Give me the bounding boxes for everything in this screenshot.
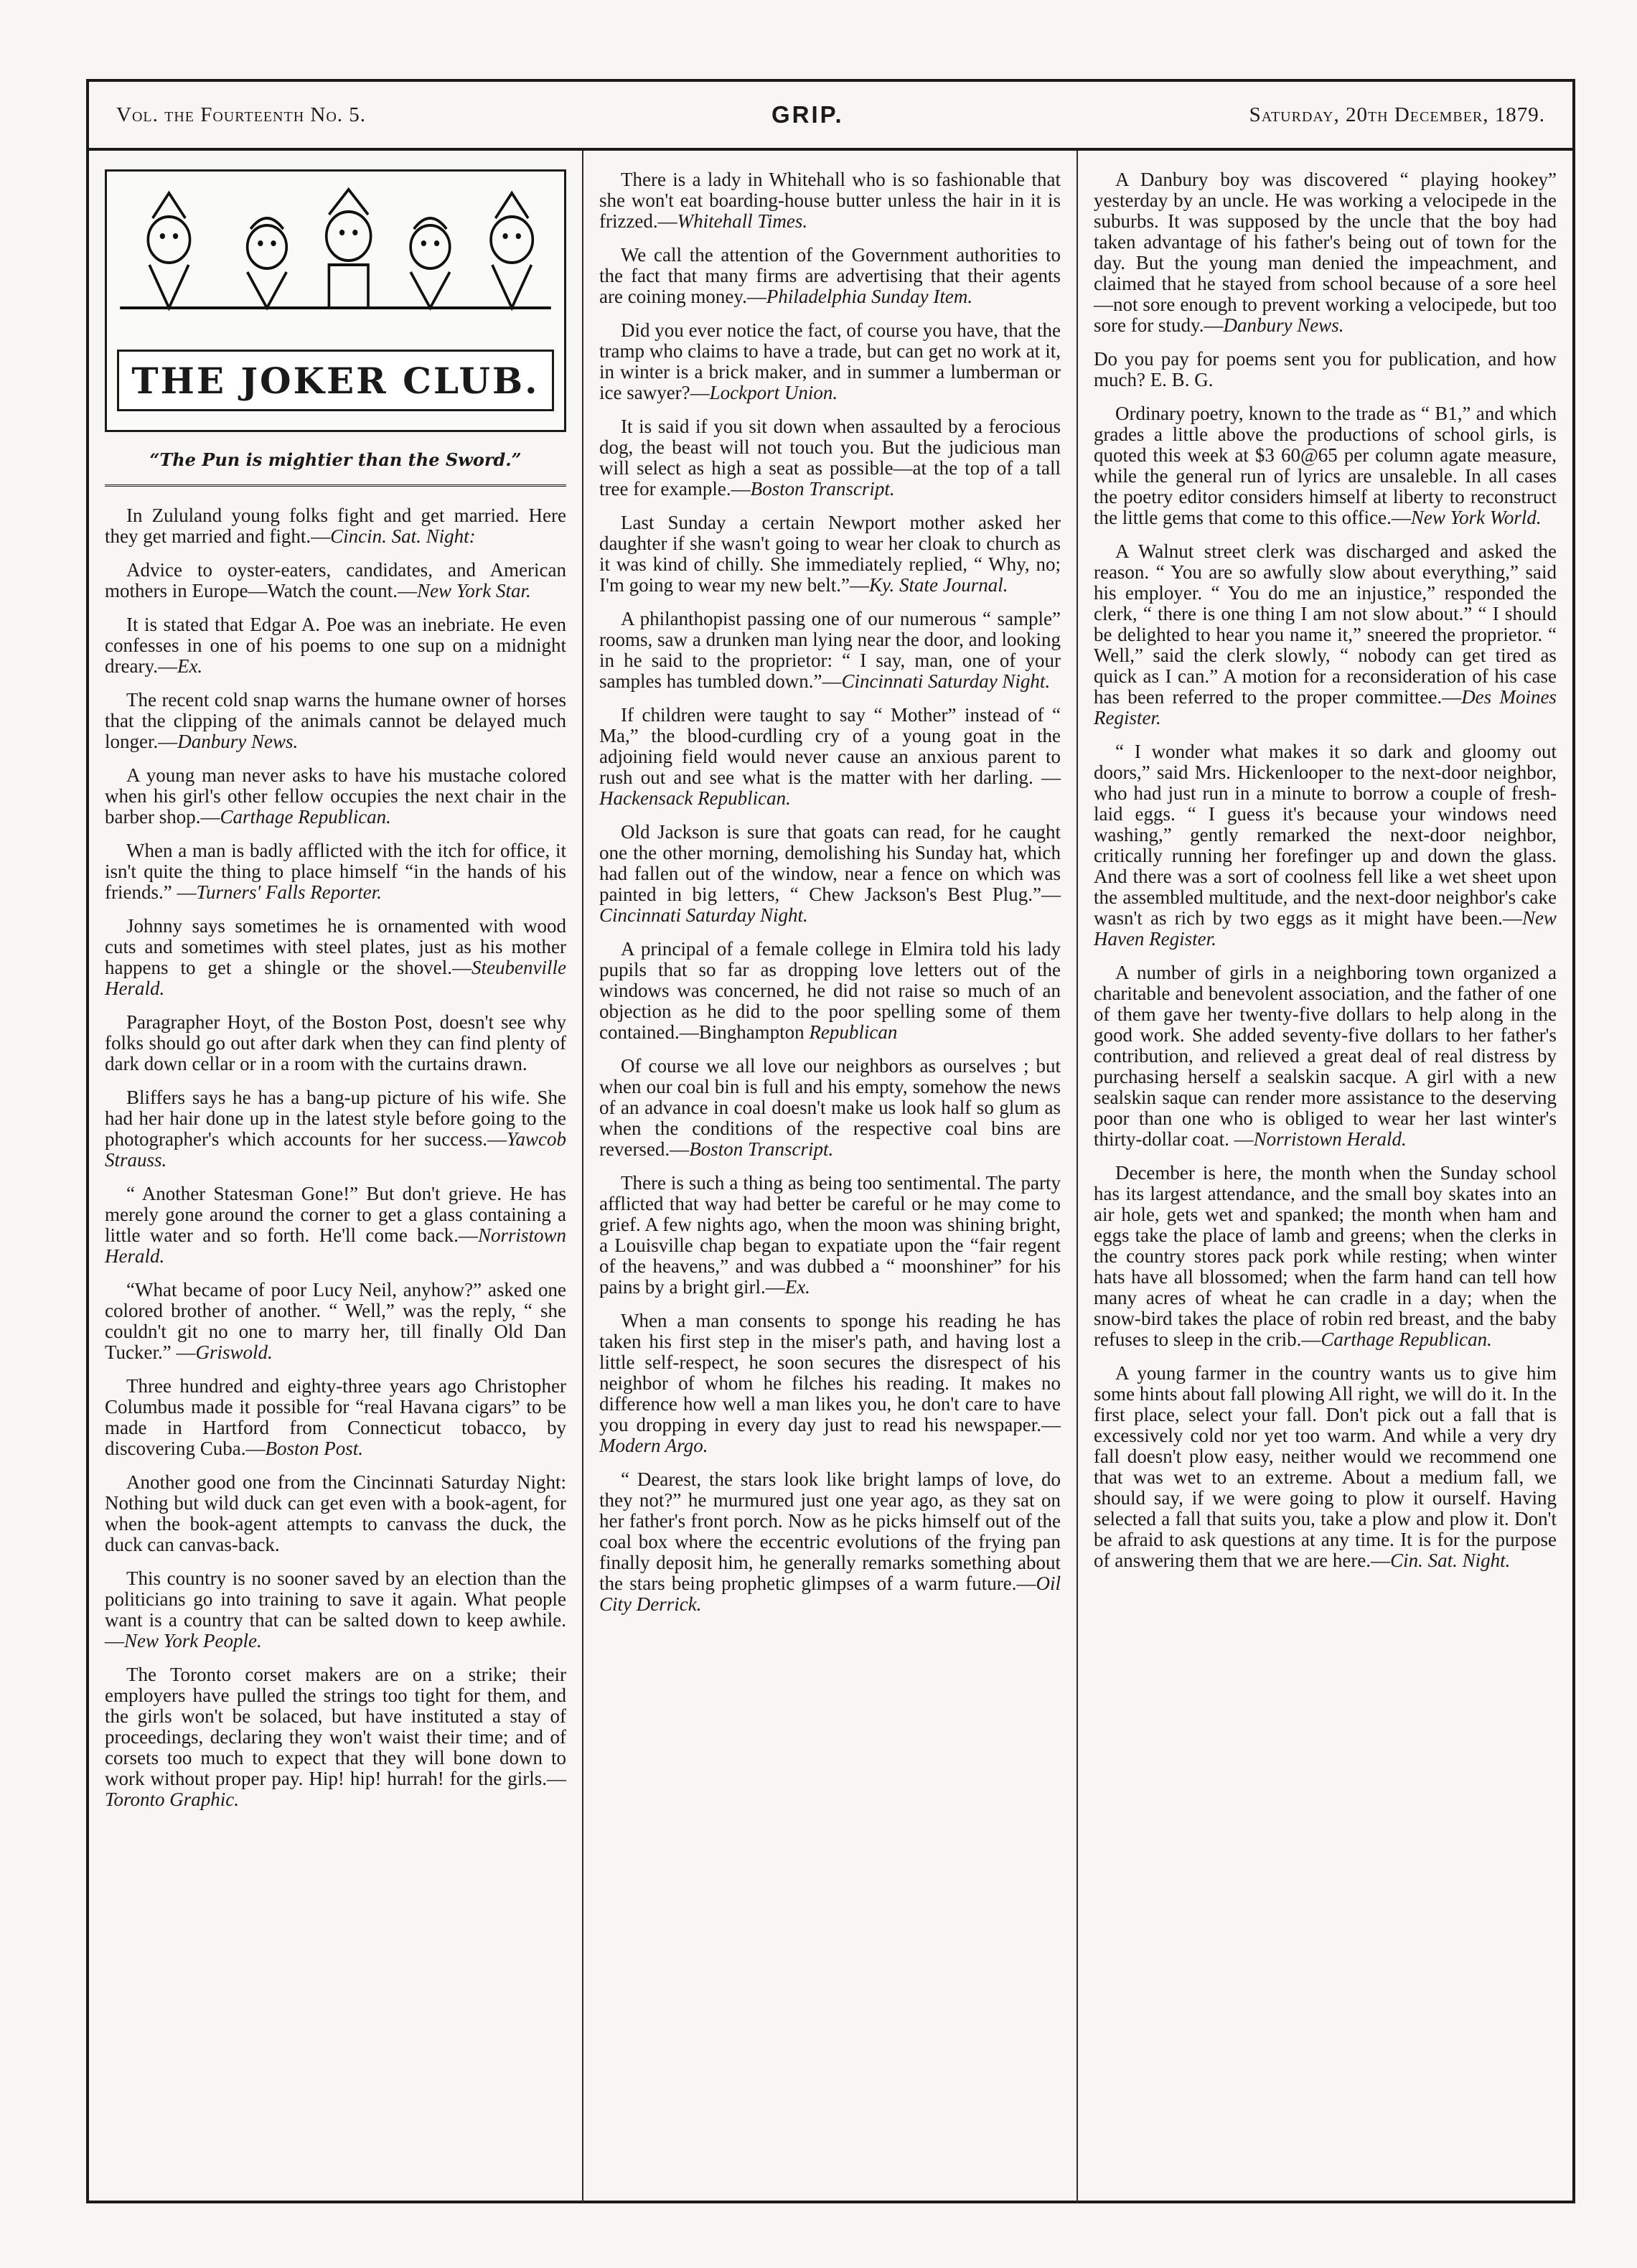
news-item-source: Philadelphia Sunday Item. (766, 286, 973, 307)
news-item-source: Lockport Union. (709, 382, 838, 403)
news-item (105, 505, 566, 547)
newspaper-page (86, 79, 1575, 2203)
news-item-text: A Walnut street clerk was discharged and asked the reason. “ You are so awfully slow about everything,” said his employer. “ You do me an injustice,” responded the clerk, “ there is one thing I am not slow about.” “ I should be delighted to hear you name it,” sneered the proprietor. “ Well,” said the clerk slowly, “ nobody can get tired as quick as I can.” A motion for a reconsideration of his case has been referred to the proper committee.— (1093, 540, 1557, 708)
news-item (599, 609, 1061, 692)
news-item-source: Turners' Falls Reporter. (196, 881, 383, 903)
news-item (105, 1472, 566, 1555)
news-item (105, 560, 566, 601)
news-item-source: Carthage Republican. (220, 806, 391, 828)
news-item-text: There is a lady in Whitehall who is so fashionable that she won't eat boarding-house butter unless the hair in it is frizzed.— (599, 169, 1061, 232)
news-item (599, 1469, 1061, 1615)
news-item (1094, 962, 1557, 1150)
column-1 (89, 151, 583, 2203)
logo-title: THE JOKER CLUB. (117, 350, 554, 411)
column-1-items (105, 505, 566, 1810)
news-item (599, 822, 1061, 926)
news-item-text: Do you pay for poems sent you for publication, and how much? E. B. G. (1093, 348, 1557, 390)
column-3-items (1094, 169, 1557, 1571)
news-item-text: Did you ever notice the fact, of course you have, that the tramp who claims to have a trade, but can get no work at it, in winter is a brick maker, and in summer a lumberman or ice sawyer?— (599, 319, 1061, 403)
news-item-text: December is here, the month when the Sunday school has its largest attendance, and the small boy skates into an air hole, gets wet and spanked; the month when ham and eggs take the place of lamb and greens; when the clerks in the country stores pack pork while resting; when winter hats have all blossomed; when the farm hand can tell how many acres of wheat he can cradle in a day; when the snow-bird takes the place of robin red breast, and the baby refuses to sleep in the crib.— (1093, 1162, 1557, 1350)
news-item-source: Norristown Herald. (105, 1224, 566, 1267)
masthead (89, 82, 1572, 151)
news-item-source: Yawcob Strauss. (105, 1128, 566, 1171)
news-item-source: New York Star. (416, 580, 531, 601)
news-item-source: Carthage Republican. (1321, 1329, 1492, 1350)
news-item (105, 614, 566, 677)
news-item-source: Boston Transcript. (750, 478, 895, 500)
news-item-source: Modern Argo. (599, 1435, 708, 1456)
news-item-source: Boston Post. (265, 1438, 363, 1459)
news-item (105, 1184, 566, 1267)
news-item-source: New York World. (1410, 507, 1542, 528)
news-item (1094, 1363, 1557, 1571)
news-item-source: Cincinnati Saturday Night. (599, 904, 808, 926)
news-item (599, 512, 1061, 596)
news-item-text: It is stated that Edgar A. Poe was an inebriate. He even confesses in one of his poems to one sup on a midnight dreary.— (105, 614, 566, 677)
news-item (105, 1664, 566, 1810)
news-item-text: A philanthopist passing one of our numerous “ sample” rooms, saw a drunken man lying near the door, and looking in he said to the proprietor: “ I say, man, one of your samples has tumbled down.”— (599, 608, 1061, 692)
news-item-text: “ I wonder what makes it so dark and gloomy out doors,” said Mrs. Hickenlooper to the next-door neighbor, who had just run in a minute to borrow a couple of fresh-laid eggs. “ I guess it's because your windows need washing,” gently remarked the next-door neighbor, critically running her forefinger up and down the glass. And there was a sort of coolness fell like a wet sheet upon the assembled multitude, and the next-door neighbor's cake wasn't as rich by two eggs as it might have been.— (1093, 741, 1557, 929)
news-item-source: Republican (809, 1021, 898, 1043)
joker-club-logo (105, 169, 566, 432)
news-item (105, 840, 566, 903)
news-item (105, 1012, 566, 1074)
column-3 (1078, 151, 1572, 2203)
volume-number: Vol. the Fourteenth No. 5. (116, 103, 367, 126)
news-item-text: A number of girls in a neighboring town organized a charitable and benevolent association, and the father of one of them gave her twenty-five dollars to help along in the good work. She added seventy-five dollars to her father's contribution, and relieved a great deal of real distress by purchasing herself a sealskin sacque. A girl with a new sealskin saque can render more assistance to the deserving poor than one who is obliged to wear her last winter's thirty-dollar coat. — (1093, 962, 1557, 1150)
news-item-text: In Zululand young folks fight and get married. Here they get married and fight.— (105, 505, 566, 547)
news-item-text: Of course we all love our neighbors as ourselves ; but when our coal bin is full and his empty, somehow the news of an advance in coal doesn't make us look half so glum as when the conditions of the respective coal bins are reversed.— (599, 1055, 1061, 1160)
news-item (599, 245, 1061, 307)
news-item-text: When a man consents to sponge his reading he has taken his first step in the miser's path, and having lost a little self-respect, he soon secures the disrespect of his neighbor of whom he filches his reading. It makes no difference how well a man likes you, he don't care to have you dropping in every day just to read his newspaper.— (599, 1310, 1061, 1435)
news-item-source: New York People. (124, 1630, 262, 1651)
news-item (1094, 541, 1557, 728)
news-item (599, 939, 1061, 1043)
news-item-source: Ky. State Journal. (869, 574, 1008, 596)
news-item (599, 705, 1061, 809)
news-item-text: Old Jackson is sure that goats can read, for he caught one the other morning, demolishing his Sunday hat, which had fallen out of the window, near a fence on which was painted in big letters, “ Chew Jackson's Best Plug.”— (599, 821, 1061, 905)
news-item-text: When a man is badly afflicted with the itch for office, it isn't quite the thing to place himself “in the hands of his friends.” — (105, 840, 566, 903)
columns (89, 151, 1572, 2203)
news-item (599, 1173, 1061, 1298)
news-item (105, 1087, 566, 1171)
publication-title: GRIP. (771, 101, 844, 128)
issue-date: Saturday, 20th December, 1879. (1249, 103, 1545, 126)
news-item-text: It is said if you sit down when assaulted by a ferocious dog, the beast will not touch you. But the judicious man will select as high a seat as possible—at the top of a tall tree for example.— (599, 416, 1061, 500)
news-item (1094, 1163, 1557, 1350)
news-item (599, 1056, 1061, 1160)
news-item-text: Last Sunday a certain Newport mother asked her daughter if she wasn't going to wear her cloak to church as it was kind of chilly. She immediately replied, “ Why, no; I'm going to wear my new belt.”— (599, 512, 1061, 596)
news-item-source: Toronto Graphic. (105, 1789, 240, 1810)
news-item (1094, 169, 1557, 336)
news-item-text: Three hundred and eighty-three years ago Christopher Columbus made it possible for “real Havana cigars” to be made in Hartford from Connecticut tobacco, by discovering Cuba.— (105, 1375, 566, 1459)
news-item-text: A principal of a female college in Elmira told his lady pupils that so far as dropping love letters out of the windows was concerned, he did not raise so much of an objection as he did to the poor spelling some of them contained.—Binghampton (599, 938, 1061, 1043)
news-item-text: There is such a thing as being too sentimental. The party afflicted that way had better be careful or he may come to grief. A few nights ago, when the moon was shining bright, a Louisville chap began to expatiate upon the “fair regent of the heavens,” and was dubbed a “ moonshiner” for his pains by a bright girl.— (599, 1172, 1061, 1298)
news-item-text: The recent cold snap warns the humane owner of horses that the clipping of the animals cannot be delayed much longer.— (105, 689, 566, 752)
news-item-source: Ex. (177, 655, 203, 677)
news-item-source: Steubenville Herald. (105, 957, 566, 999)
news-item (599, 320, 1061, 403)
news-item-source: Danbury News. (177, 731, 299, 752)
news-item-text: We call the attention of the Government authorities to the fact that many firms are advertising that their agents are coining money.— (599, 244, 1061, 307)
news-item (599, 1311, 1061, 1456)
news-item-text: “ Another Statesman Gone!” But don't grieve. He has merely gone around the corner to get a glass containing a little water and so forth. He'll come back.— (105, 1183, 566, 1246)
news-item-text: The Toronto corset makers are on a strike; their employers have pulled the strings too tight for them, and the girls won't be solaced, but have instituted a stay of proceedings, declaring they won't waist their time; and of corsets too much to expect that they will bone down to work without proper pay. Hip! hip! hurrah! for the girls.— (105, 1664, 566, 1789)
news-item (1094, 349, 1557, 390)
news-item (1094, 741, 1557, 950)
joker-figures-illustration (107, 172, 564, 340)
column-2 (583, 151, 1078, 2203)
news-item-text: A young man never asks to have his mustache colored when his girl's other fellow occupies the next chair in the barber shop.— (105, 764, 566, 828)
news-item-source: Cincinnati Saturday Night. (841, 670, 1051, 692)
news-item-text: Paragrapher Hoyt, of the Boston Post, doesn't see why folks should go out after dark when they can find plenty of dark down cellar or in a room with the curtains drawn. (105, 1011, 566, 1074)
news-item-source: Oil City Derrick. (599, 1573, 1061, 1615)
news-item (599, 169, 1061, 232)
news-item-text: A young farmer in the country wants us to give him some hints about fall plowing All right, we will do it. In the first place, select your fall. Don't pick out a fall that is excessively cold nor yet too warm. And while a very dry fall doesn't plow easy, neither would we recommend one that was wet to an extreme. About a medium fall, we should say, if we were going to plow it ourself. Having selected a fall that suits you, take a plow and plow it. Don't be afraid to ask questions at any time. It is for the purpose of answering them that we are here.— (1093, 1362, 1557, 1571)
news-item-source: Griswold. (195, 1341, 273, 1363)
news-item (105, 1376, 566, 1459)
news-item (105, 1568, 566, 1651)
news-item-source: Danbury News. (1223, 314, 1344, 336)
news-item-text: Another good one from the Cincinnati Saturday Night: Nothing but wild duck can get even with a book-agent, for when the book-agent attempts to canvass the duck, the duck can canvas-back. (105, 1471, 566, 1555)
news-item-text: Johnny says sometimes he is ornamented with wood cuts and sometimes with steel plates, just as his mother happens to get a shingle or the shovel.— (105, 915, 566, 978)
news-item-text: “What became of poor Lucy Neil, anyhow?” asked one colored brother of another. “ Well,” was the reply, “ she couldn't git no one to marry her, till finally Old Dan Tucker.” — (105, 1279, 566, 1363)
news-item-source: Boston Transcript. (689, 1138, 834, 1160)
news-item-source: Cin. Sat. Night. (1390, 1550, 1511, 1571)
news-item-text: Advice to oyster-eaters, candidates, and American mothers in Europe—Watch the count.— (105, 559, 566, 601)
news-item-text: “ Dearest, the stars look like bright lamps of love, do they not?” he murmured just one year ago, as they sat on her father's front porch. Now as he picks himself out of the coal box where the eccentric evolutions of the frying pan finally deposit him, he generally remarks something about the stars being prophetic glimpses of a warm future.— (599, 1468, 1061, 1594)
news-item (105, 1280, 566, 1363)
motto: “The Pun is mightier than the Sword.” (105, 442, 566, 487)
news-item-source: Ex. (784, 1276, 810, 1298)
news-item-source: Whitehall Times. (677, 210, 808, 232)
news-item-source: New Haven Register. (1093, 907, 1557, 950)
news-item (105, 916, 566, 999)
column-2-items (599, 169, 1061, 1615)
news-item (105, 690, 566, 752)
news-item-text: A Danbury boy was discovered “ playing hookey” yesterday by an uncle. He was working a velocipede in the suburbs. It was supposed by the uncle that the boy had taken advantage of his father's being out of town for the day. But the young man denied the impeachment, and claimed that he stayed from school because of a sore heel—not sore enough to prevent working a velocipede, but too sore for study.— (1093, 169, 1557, 336)
news-item (599, 416, 1061, 500)
news-item (1094, 403, 1557, 528)
news-item-text: Bliffers says he has a bang-up picture of his wife. She had her hair done up in the latest style before going to the photographer's which accounts for her success.— (105, 1087, 566, 1150)
news-item-source: Cincin. Sat. Night: (330, 525, 476, 547)
news-item-source: Hackensack Republican. (599, 787, 791, 809)
news-item-text: This country is no sooner saved by an election than the politicians go into training to save it again. What people want is a country that can be salted down to keep awhile.— (105, 1568, 566, 1651)
news-item-source: Des Moines Register. (1093, 686, 1557, 728)
news-item (105, 765, 566, 828)
news-item-text: If children were taught to say “ Mother” instead of “ Ma,” the blood-curdling cry of a young goat in the adjoining field would never cause an anxious parent to rush out and see what is the matter with her darling. — (599, 704, 1061, 788)
news-item-source: Norristown Herald. (1253, 1128, 1407, 1150)
news-item-text: Ordinary poetry, known to the trade as “ B1,” and which grades a little above the productions of school girls, is quoted this week at $3 60@65 per column agate measure, while the general run of lyrics are unsaleble. In all cases the poetry editor considers himself at liberty to reconstruct the little gems that come to this office.— (1093, 403, 1557, 528)
